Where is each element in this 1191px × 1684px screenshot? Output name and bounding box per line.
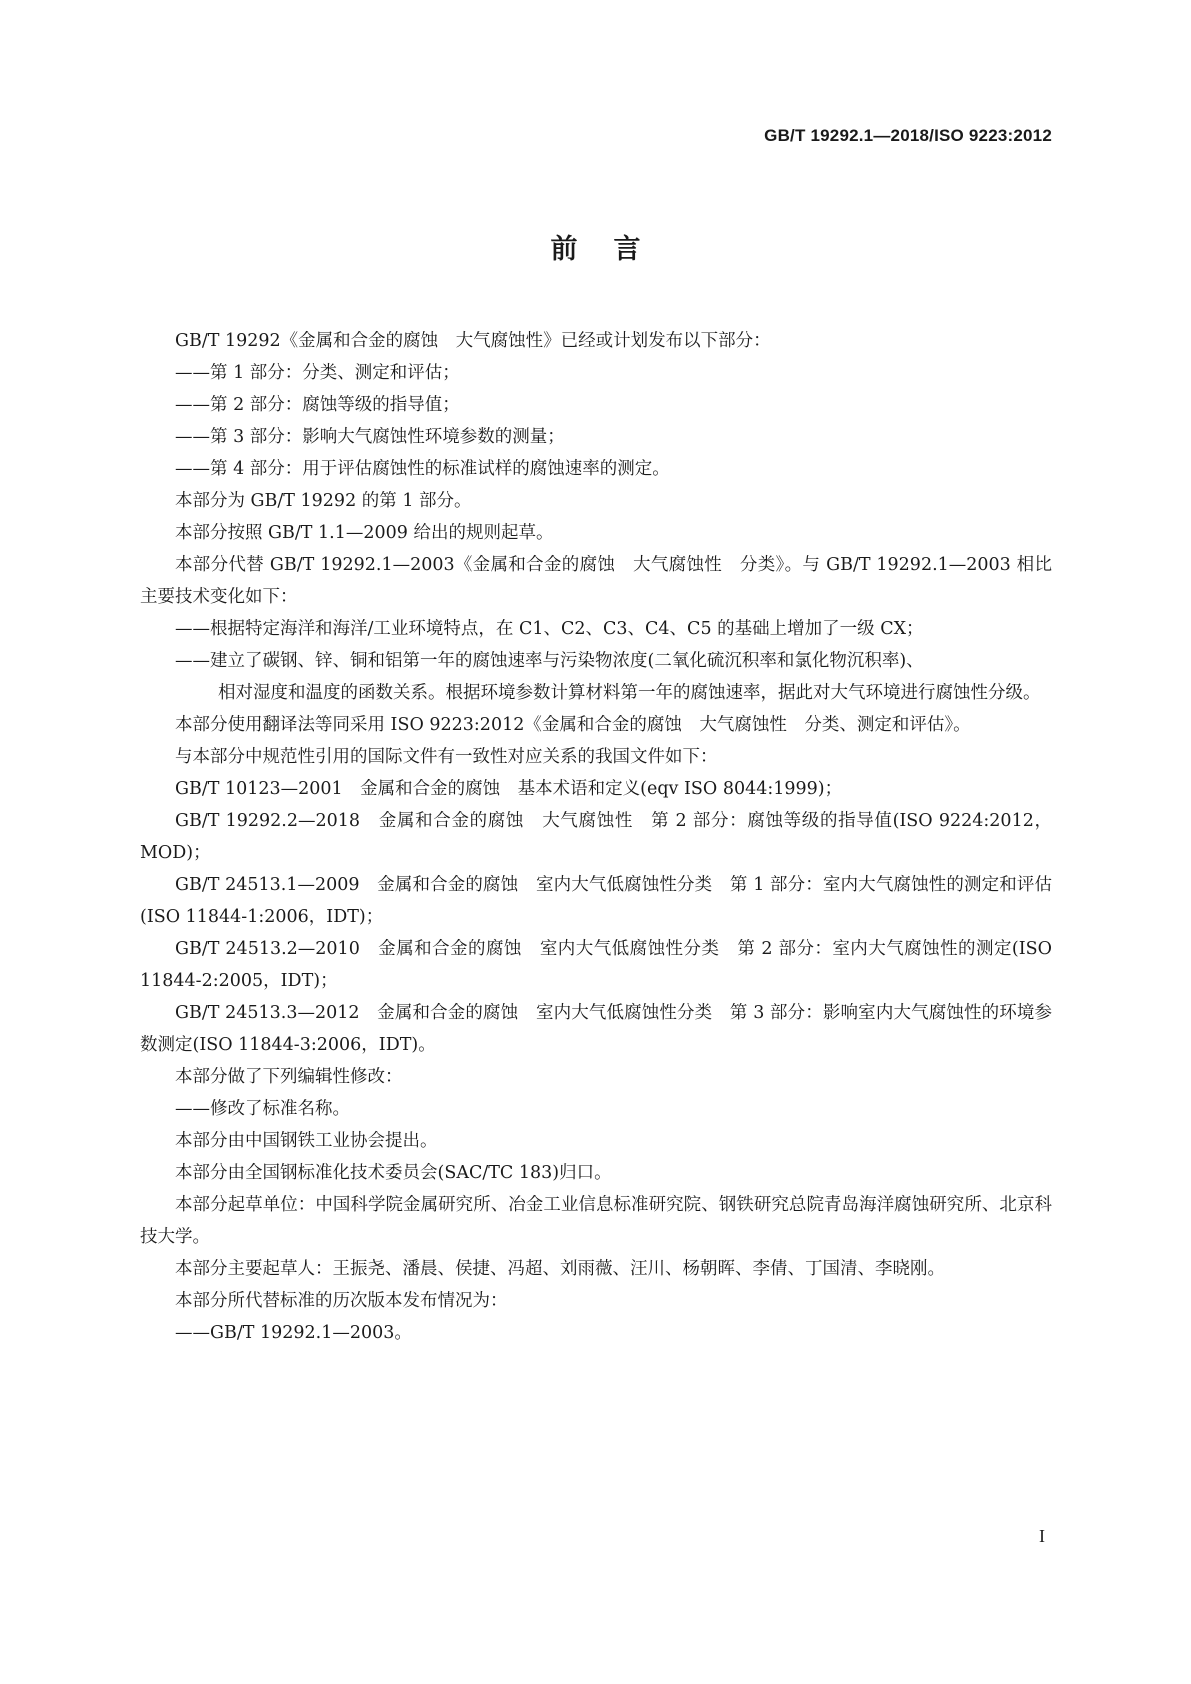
paragraph-drafting-units: 本部分起草单位：中国科学院金属研究所、冶金工业信息标准研究院、钢铁研究总院青岛海洋腐蚀研究所、北京科技大学。	[140, 1195, 1052, 1247]
standard-code-header: GB/T 19292.1—2018/ISO 9223:2012	[764, 126, 1052, 145]
page-number: I	[1039, 1526, 1045, 1546]
list-item-history-1: ——GB/T 19292.1—2003。	[175, 1323, 412, 1343]
reference-gbt-24513-1: GB/T 24513.1—2009 金属和合金的腐蚀 室内大气低腐蚀性分类 第 1 部分：室内大气腐蚀性的测定和评估(ISO 11844-1:2006，IDT)；	[140, 875, 1052, 927]
reference-gbt-24513-3: GB/T 24513.3—2012 金属和合金的腐蚀 室内大气低腐蚀性分类 第 3 部分：影响室内大气腐蚀性的环境参数测定(ISO 11844-3:2006，IDT)。	[140, 1003, 1052, 1055]
reference-gbt-10123: GB/T 10123—2001 金属和合金的腐蚀 基本术语和定义(eqv ISO 8044:1999)；	[175, 779, 843, 799]
list-item-part-4: ——第 4 部分：用于评估腐蚀性的标准试样的腐蚀速率的测定。	[175, 459, 670, 479]
paragraph-intro: GB/T 19292《金属和合金的腐蚀 大气腐蚀性》已经或计划发布以下部分：	[175, 331, 771, 351]
list-item-part-1: ——第 1 部分：分类、测定和评估；	[175, 363, 460, 383]
paragraph-history: 本部分所代替标准的历次版本发布情况为：	[175, 1291, 508, 1311]
paragraph-adoption: 本部分使用翻译法等同采用 ISO 9223:2012《金属和合金的腐蚀 大气腐蚀性 分类、测定和评估》。	[175, 715, 971, 735]
page-title: 前言	[550, 234, 677, 265]
list-item-part-3: ——第 3 部分：影响大气腐蚀性环境参数的测量；	[175, 427, 565, 447]
paragraph-drafters: 本部分主要起草人：王振尧、潘晨、侯捷、冯超、刘雨薇、汪川、杨朝晖、李倩、丁国清、李晓刚。	[175, 1259, 945, 1279]
paragraph-committee: 本部分由全国钢标准化技术委员会(SAC/TC 183)归口。	[175, 1163, 612, 1183]
paragraph-editorial-changes: 本部分做了下列编辑性修改：	[175, 1067, 403, 1087]
list-item-change-2: ——建立了碳钢、锌、铜和铝第一年的腐蚀速率与污染物浓度(二氧化硫沉积率和氯化物沉积率)、	[175, 651, 924, 671]
foreword-body	[140, 325, 1052, 1349]
reference-gbt-24513-2: GB/T 24513.2—2010 金属和合金的腐蚀 室内大气低腐蚀性分类 第 2 部分：室内大气腐蚀性的测定(ISO 11844-2:2005，IDT)；	[140, 939, 1052, 991]
paragraph-proposer: 本部分由中国钢铁工业协会提出。	[175, 1131, 438, 1151]
paragraph-drafting-rules: 本部分按照 GB/T 1.1—2009 给出的规则起草。	[175, 523, 554, 543]
list-item-editorial-1: ——修改了标准名称。	[175, 1099, 350, 1119]
paragraph-correspondence: 与本部分中规范性引用的国际文件有一致性对应关系的我国文件如下：	[175, 747, 718, 767]
list-item-part-2: ——第 2 部分：腐蚀等级的指导值；	[175, 395, 460, 415]
list-item-change-1: ——根据特定海洋和海洋/工业环境特点，在 C1、C2、C3、C4、C5 的基础上增加了一级 CX；	[175, 619, 924, 639]
reference-gbt-19292-2: GB/T 19292.2—2018 金属和合金的腐蚀 大气腐蚀性 第 2 部分：腐蚀等级的指导值(ISO 9224:2012，MOD)；	[140, 811, 1052, 863]
list-item-change-2-continued: 相对湿度和温度的函数关系。根据环境参数计算材料第一年的腐蚀速率，据此对大气环境进行腐蚀性分级。	[218, 683, 1041, 703]
paragraph-replaces: 本部分代替 GB/T 19292.1—2003《金属和合金的腐蚀 大气腐蚀性 分类》。与 GB/T 19292.1—2003 相比主要技术变化如下：	[140, 555, 1052, 607]
paragraph-part-statement: 本部分为 GB/T 19292 的第 1 部分。	[175, 491, 472, 511]
